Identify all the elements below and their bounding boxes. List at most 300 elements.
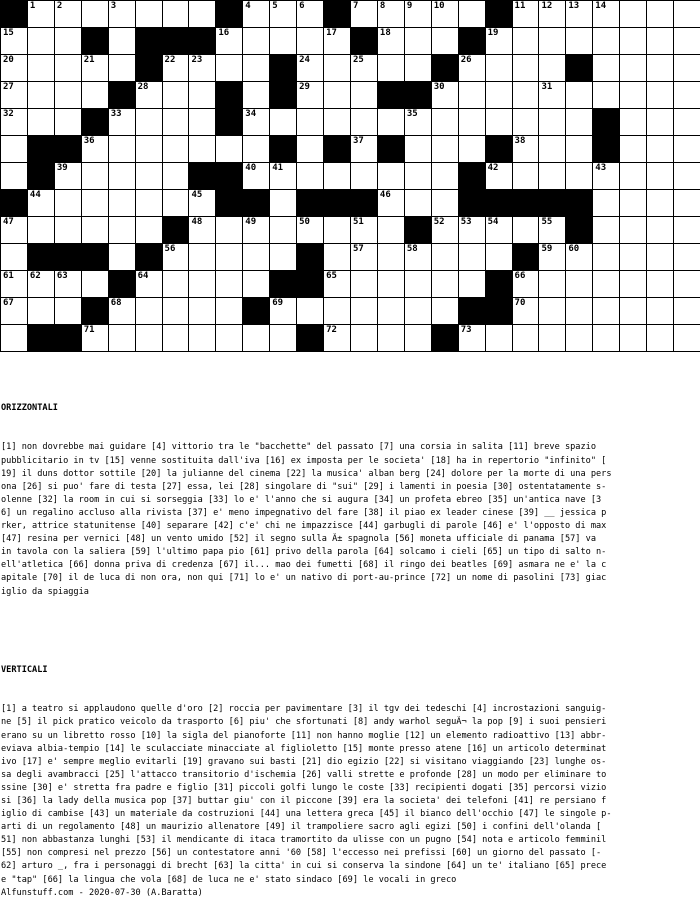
grid-cell[interactable] — [81, 54, 109, 82]
grid-cell[interactable] — [188, 108, 216, 136]
grid-cell-black — [458, 27, 486, 55]
grid-cell[interactable] — [242, 270, 270, 298]
grid-cell[interactable] — [512, 54, 540, 82]
grid-cell[interactable] — [27, 297, 55, 325]
grid-cell[interactable] — [512, 135, 540, 163]
grid-cell[interactable] — [565, 297, 593, 325]
grid-cell[interactable] — [54, 27, 82, 55]
grid-cell[interactable] — [485, 162, 513, 190]
grid-cell[interactable] — [296, 162, 324, 190]
grid-cell[interactable] — [296, 0, 324, 28]
grid-cell[interactable] — [215, 135, 243, 163]
grid-cell[interactable] — [565, 27, 593, 55]
clue-number: 59 — [541, 244, 553, 254]
grid-cell[interactable] — [108, 108, 136, 136]
grid-cell[interactable] — [485, 54, 513, 82]
grid-cell[interactable] — [27, 189, 55, 217]
grid-cell[interactable] — [188, 54, 216, 82]
grid-cell[interactable] — [646, 324, 674, 352]
grid-cell[interactable] — [592, 27, 620, 55]
grid-cell[interactable] — [458, 243, 486, 271]
grid-cell-black — [458, 162, 486, 190]
grid-cell[interactable] — [377, 108, 405, 136]
grid-cell[interactable] — [242, 0, 270, 28]
grid-cell[interactable] — [296, 81, 324, 109]
grid-cell[interactable] — [323, 216, 351, 244]
grid-cell[interactable] — [108, 27, 136, 55]
grid-cell[interactable] — [350, 270, 378, 298]
grid-cell[interactable] — [377, 162, 405, 190]
grid-cell[interactable] — [431, 162, 459, 190]
grid-cell[interactable] — [619, 270, 647, 298]
grid-cell[interactable] — [646, 162, 674, 190]
clue-number: 53 — [460, 217, 472, 227]
grid-cell[interactable] — [0, 54, 28, 82]
grid-cell[interactable] — [673, 27, 700, 55]
grid-cell[interactable] — [188, 297, 216, 325]
grid-cell[interactable] — [215, 27, 243, 55]
grid-cell[interactable] — [485, 81, 513, 109]
grid-cell[interactable] — [458, 135, 486, 163]
grid-cell[interactable] — [296, 108, 324, 136]
grid-cell[interactable] — [350, 243, 378, 271]
grid-cell[interactable] — [27, 0, 55, 28]
grid-cell[interactable] — [431, 81, 459, 109]
grid-cell[interactable] — [458, 81, 486, 109]
grid-cell[interactable] — [135, 162, 163, 190]
grid-cell[interactable] — [54, 162, 82, 190]
grid-cell[interactable] — [323, 297, 351, 325]
down-clue-line: sa degli avambracci [25] l'attacco transitorio d'ischemia [26] valli strette e profonde [28] un modo per eliminare to — [1, 769, 607, 780]
grid-cell[interactable] — [431, 135, 459, 163]
grid-cell[interactable] — [135, 270, 163, 298]
grid-cell[interactable] — [135, 297, 163, 325]
clue-number: 64 — [137, 271, 149, 281]
grid-cell[interactable] — [404, 27, 432, 55]
grid-cell[interactable] — [162, 270, 190, 298]
grid-cell-black — [485, 0, 513, 28]
grid-cell[interactable] — [458, 0, 486, 28]
grid-cell-black — [592, 108, 620, 136]
grid-cell[interactable] — [619, 27, 647, 55]
grid-cell[interactable] — [404, 243, 432, 271]
grid-cell[interactable] — [269, 216, 297, 244]
grid-cell[interactable] — [646, 189, 674, 217]
grid-cell[interactable] — [242, 216, 270, 244]
grid-cell[interactable] — [538, 243, 566, 271]
grid-cell[interactable] — [431, 243, 459, 271]
grid-cell[interactable] — [512, 162, 540, 190]
grid-cell[interactable] — [485, 243, 513, 271]
grid-cell[interactable] — [0, 81, 28, 109]
grid-cell[interactable] — [619, 162, 647, 190]
grid-cell[interactable] — [646, 81, 674, 109]
grid-cell[interactable] — [565, 243, 593, 271]
grid-cell[interactable] — [646, 54, 674, 82]
grid-cell[interactable] — [673, 216, 700, 244]
grid-cell[interactable] — [619, 297, 647, 325]
grid-cell[interactable] — [377, 270, 405, 298]
grid-cell[interactable] — [269, 297, 297, 325]
grid-cell[interactable] — [404, 297, 432, 325]
grid-cell[interactable] — [592, 216, 620, 244]
grid-cell[interactable] — [81, 135, 109, 163]
grid-cell[interactable] — [565, 81, 593, 109]
grid-cell[interactable] — [27, 54, 55, 82]
grid-cell[interactable] — [162, 135, 190, 163]
grid-cell[interactable] — [512, 216, 540, 244]
grid-cell[interactable] — [350, 135, 378, 163]
grid-cell[interactable] — [27, 81, 55, 109]
grid-cell[interactable] — [377, 189, 405, 217]
across-clue-line: ona [26] si puo' fare di testa [27] essa, lei [28] singolare di "sui" [29] i lamenti in poesia [30] ostentatamente s- — [1, 481, 607, 492]
grid-cell[interactable] — [431, 0, 459, 28]
grid-cell[interactable] — [431, 27, 459, 55]
grid-cell[interactable] — [108, 243, 136, 271]
grid-cell[interactable] — [404, 108, 432, 136]
grid-cell[interactable] — [404, 189, 432, 217]
grid-cell[interactable] — [673, 0, 700, 28]
grid-cell[interactable] — [377, 0, 405, 28]
clue-number: 43 — [595, 163, 607, 173]
grid-cell[interactable] — [565, 162, 593, 190]
grid-cell[interactable] — [296, 216, 324, 244]
grid-cell[interactable] — [81, 270, 109, 298]
grid-cell[interactable] — [323, 27, 351, 55]
grid-cell[interactable] — [619, 54, 647, 82]
grid-cell[interactable] — [135, 324, 163, 352]
grid-cell[interactable] — [108, 54, 136, 82]
clue-number: 41 — [272, 163, 284, 173]
grid-cell[interactable] — [135, 189, 163, 217]
grid-cell[interactable] — [215, 324, 243, 352]
grid-cell[interactable] — [215, 297, 243, 325]
grid-cell[interactable] — [242, 162, 270, 190]
grid-cell[interactable] — [323, 270, 351, 298]
grid-cell[interactable] — [592, 81, 620, 109]
grid-cell[interactable] — [377, 216, 405, 244]
grid-cell[interactable] — [485, 27, 513, 55]
grid-cell[interactable] — [458, 270, 486, 298]
grid-cell[interactable] — [485, 108, 513, 136]
grid-cell[interactable] — [81, 189, 109, 217]
grid-cell[interactable] — [458, 108, 486, 136]
grid-cell[interactable] — [538, 81, 566, 109]
grid-cell[interactable] — [619, 0, 647, 28]
grid-cell-black — [27, 243, 55, 271]
grid-cell[interactable] — [323, 54, 351, 82]
grid-cell[interactable] — [323, 81, 351, 109]
grid-cell[interactable] — [242, 135, 270, 163]
grid-cell[interactable] — [512, 270, 540, 298]
clue-number: 47 — [3, 217, 14, 227]
grid-cell[interactable] — [215, 270, 243, 298]
grid-cell[interactable] — [673, 270, 700, 298]
grid-cell[interactable] — [350, 216, 378, 244]
grid-cell[interactable] — [242, 54, 270, 82]
grid-cell[interactable] — [431, 216, 459, 244]
across-clue-line: iglio da spiaggia — [1, 586, 89, 597]
grid-cell[interactable] — [619, 81, 647, 109]
grid-cell[interactable] — [296, 54, 324, 82]
grid-cell[interactable] — [296, 27, 324, 55]
grid-cell[interactable] — [54, 189, 82, 217]
grid-cell[interactable] — [512, 0, 540, 28]
grid-cell[interactable] — [54, 297, 82, 325]
grid-cell[interactable] — [404, 0, 432, 28]
grid-cell[interactable] — [485, 216, 513, 244]
grid-cell[interactable] — [269, 243, 297, 271]
grid-cell[interactable] — [538, 27, 566, 55]
grid-cell[interactable] — [619, 216, 647, 244]
grid-cell[interactable] — [269, 0, 297, 28]
grid-cell[interactable] — [673, 135, 700, 163]
grid-cell[interactable] — [54, 216, 82, 244]
grid-cell[interactable] — [162, 243, 190, 271]
grid-cell[interactable] — [377, 54, 405, 82]
grid-cell[interactable] — [27, 108, 55, 136]
grid-cell[interactable] — [592, 324, 620, 352]
grid-cell[interactable] — [512, 108, 540, 136]
grid-cell[interactable] — [565, 108, 593, 136]
grid-cell-black — [565, 54, 593, 82]
grid-cell-black — [135, 54, 163, 82]
grid-cell-black — [242, 297, 270, 325]
grid-cell[interactable] — [54, 108, 82, 136]
grid-cell[interactable] — [512, 324, 540, 352]
grid-cell[interactable] — [215, 54, 243, 82]
across-clue-line: ell'atletica [66] donna priva di credenza [67] il... mao dei fumetti [68] il ringo dei beatles [69] asmara ne e' la c — [1, 560, 607, 571]
grid-cell[interactable] — [485, 324, 513, 352]
grid-cell[interactable] — [538, 0, 566, 28]
grid-cell[interactable] — [242, 27, 270, 55]
grid-cell[interactable] — [27, 216, 55, 244]
grid-cell[interactable] — [673, 243, 700, 271]
grid-cell[interactable] — [269, 324, 297, 352]
grid-cell[interactable] — [81, 216, 109, 244]
grid-cell[interactable] — [54, 81, 82, 109]
grid-cell[interactable] — [242, 324, 270, 352]
grid-cell[interactable] — [188, 243, 216, 271]
grid-cell[interactable] — [0, 270, 28, 298]
clue-number: 3 — [110, 1, 117, 11]
clue-number: 38 — [514, 136, 526, 146]
grid-cell[interactable] — [188, 189, 216, 217]
grid-cell[interactable] — [162, 324, 190, 352]
grid-cell[interactable] — [81, 0, 109, 28]
grid-cell[interactable] — [592, 162, 620, 190]
grid-cell[interactable] — [0, 216, 28, 244]
grid-cell[interactable] — [108, 0, 136, 28]
grid-cell[interactable] — [538, 108, 566, 136]
grid-cell[interactable] — [162, 0, 190, 28]
grid-cell[interactable] — [646, 216, 674, 244]
grid-cell[interactable] — [565, 0, 593, 28]
grid-cell[interactable] — [673, 297, 700, 325]
grid-cell[interactable] — [269, 108, 297, 136]
grid-cell[interactable] — [592, 270, 620, 298]
grid-cell[interactable] — [0, 324, 28, 352]
grid-cell[interactable] — [350, 324, 378, 352]
grid-cell[interactable] — [215, 216, 243, 244]
grid-cell[interactable] — [592, 0, 620, 28]
grid-cell[interactable] — [350, 108, 378, 136]
grid-cell[interactable] — [27, 27, 55, 55]
grid-cell[interactable] — [350, 162, 378, 190]
grid-cell[interactable] — [81, 81, 109, 109]
grid-cell[interactable] — [538, 324, 566, 352]
grid-cell[interactable] — [404, 162, 432, 190]
grid-cell[interactable] — [538, 135, 566, 163]
grid-cell[interactable] — [108, 189, 136, 217]
grid-cell[interactable] — [673, 81, 700, 109]
grid-cell[interactable] — [162, 81, 190, 109]
grid-cell[interactable] — [377, 324, 405, 352]
grid-cell[interactable] — [619, 324, 647, 352]
grid-cell[interactable] — [188, 135, 216, 163]
grid-cell[interactable] — [646, 108, 674, 136]
grid-cell[interactable] — [162, 297, 190, 325]
grid-cell[interactable] — [673, 54, 700, 82]
grid-cell[interactable] — [269, 162, 297, 190]
grid-cell[interactable] — [323, 108, 351, 136]
grid-cell[interactable] — [431, 189, 459, 217]
grid-cell[interactable] — [162, 54, 190, 82]
grid-cell[interactable] — [646, 27, 674, 55]
grid-cell[interactable] — [242, 81, 270, 109]
grid-cell[interactable] — [242, 108, 270, 136]
grid-cell[interactable] — [646, 0, 674, 28]
grid-cell[interactable] — [0, 108, 28, 136]
grid-cell[interactable] — [377, 27, 405, 55]
grid-cell[interactable] — [565, 270, 593, 298]
grid-cell[interactable] — [404, 270, 432, 298]
clue-number: 61 — [3, 271, 14, 281]
grid-cell[interactable] — [108, 162, 136, 190]
down-clue-line: ne [5] il pick pratico veicolo da trasporto [6] piu' che sfortunati [8] andy warhol seguÃ¬ la pop [9] i suoi pensieri — [1, 717, 607, 728]
grid-cell[interactable] — [242, 243, 270, 271]
grid-cell[interactable] — [54, 270, 82, 298]
grid-cell[interactable] — [350, 297, 378, 325]
grid-cell-black — [0, 189, 28, 217]
grid-cell[interactable] — [135, 135, 163, 163]
grid-cell[interactable] — [673, 108, 700, 136]
grid-cell[interactable] — [377, 243, 405, 271]
grid-cell-black — [215, 162, 243, 190]
grid-cell[interactable] — [188, 324, 216, 352]
grid-cell[interactable] — [404, 135, 432, 163]
grid-cell[interactable] — [350, 54, 378, 82]
grid-cell[interactable] — [135, 216, 163, 244]
grid-cell[interactable] — [431, 270, 459, 298]
grid-cell[interactable] — [458, 216, 486, 244]
grid-cell[interactable] — [108, 135, 136, 163]
grid-cell[interactable] — [404, 324, 432, 352]
grid-cell[interactable] — [565, 324, 593, 352]
grid-cell[interactable] — [431, 297, 459, 325]
grid-cell[interactable] — [54, 0, 82, 28]
grid-cell[interactable] — [0, 135, 28, 163]
grid-cell[interactable] — [646, 297, 674, 325]
grid-cell[interactable] — [108, 216, 136, 244]
grid-cell[interactable] — [269, 27, 297, 55]
grid-cell[interactable] — [162, 108, 190, 136]
grid-cell[interactable] — [646, 135, 674, 163]
grid-cell[interactable] — [81, 162, 109, 190]
grid-cell[interactable] — [135, 81, 163, 109]
grid-cell[interactable] — [619, 108, 647, 136]
grid-cell[interactable] — [512, 27, 540, 55]
grid-cell[interactable] — [296, 135, 324, 163]
grid-cell[interactable] — [108, 297, 136, 325]
grid-cell[interactable] — [404, 54, 432, 82]
grid-cell[interactable] — [162, 162, 190, 190]
grid-cell[interactable] — [108, 324, 136, 352]
grid-cell[interactable] — [619, 189, 647, 217]
footer-credit: Alfunstuff.com - 2020-07-30 (A.Baratta) — [1, 888, 203, 898]
grid-cell[interactable] — [188, 216, 216, 244]
grid-cell[interactable] — [54, 54, 82, 82]
grid-cell[interactable] — [135, 0, 163, 28]
grid-cell[interactable] — [592, 189, 620, 217]
grid-cell[interactable] — [673, 189, 700, 217]
grid-cell[interactable] — [0, 27, 28, 55]
grid-cell[interactable] — [188, 81, 216, 109]
grid-cell[interactable] — [512, 297, 540, 325]
grid-cell[interactable] — [377, 297, 405, 325]
grid-cell[interactable] — [0, 243, 28, 271]
grid-cell[interactable] — [565, 135, 593, 163]
grid-cell[interactable] — [592, 297, 620, 325]
grid-cell[interactable] — [458, 324, 486, 352]
grid-cell-black — [108, 270, 136, 298]
grid-cell[interactable] — [27, 270, 55, 298]
grid-cell[interactable] — [350, 81, 378, 109]
grid-cell[interactable] — [162, 189, 190, 217]
grid-cell[interactable] — [538, 297, 566, 325]
grid-cell[interactable] — [188, 270, 216, 298]
grid-cell[interactable] — [81, 324, 109, 352]
grid-cell[interactable] — [592, 54, 620, 82]
grid-cell[interactable] — [269, 189, 297, 217]
grid-cell[interactable] — [135, 108, 163, 136]
grid-cell[interactable] — [296, 297, 324, 325]
grid-cell[interactable] — [431, 108, 459, 136]
grid-cell[interactable] — [512, 81, 540, 109]
grid-cell[interactable] — [323, 324, 351, 352]
grid-cell[interactable] — [673, 162, 700, 190]
grid-cell[interactable] — [538, 162, 566, 190]
grid-cell[interactable] — [188, 0, 216, 28]
grid-cell[interactable] — [673, 324, 700, 352]
grid-cell[interactable] — [0, 297, 28, 325]
grid-cell[interactable] — [538, 54, 566, 82]
grid-cell[interactable] — [592, 243, 620, 271]
grid-cell[interactable] — [538, 270, 566, 298]
grid-cell[interactable] — [215, 243, 243, 271]
grid-cell[interactable] — [619, 243, 647, 271]
grid-cell[interactable] — [538, 216, 566, 244]
grid-cell[interactable] — [323, 162, 351, 190]
grid-cell[interactable] — [619, 135, 647, 163]
grid-cell[interactable] — [323, 243, 351, 271]
grid-cell[interactable] — [646, 243, 674, 271]
grid-cell[interactable] — [350, 0, 378, 28]
grid-cell[interactable] — [458, 54, 486, 82]
grid-cell-black — [565, 189, 593, 217]
grid-cell[interactable] — [0, 162, 28, 190]
grid-cell[interactable] — [646, 270, 674, 298]
